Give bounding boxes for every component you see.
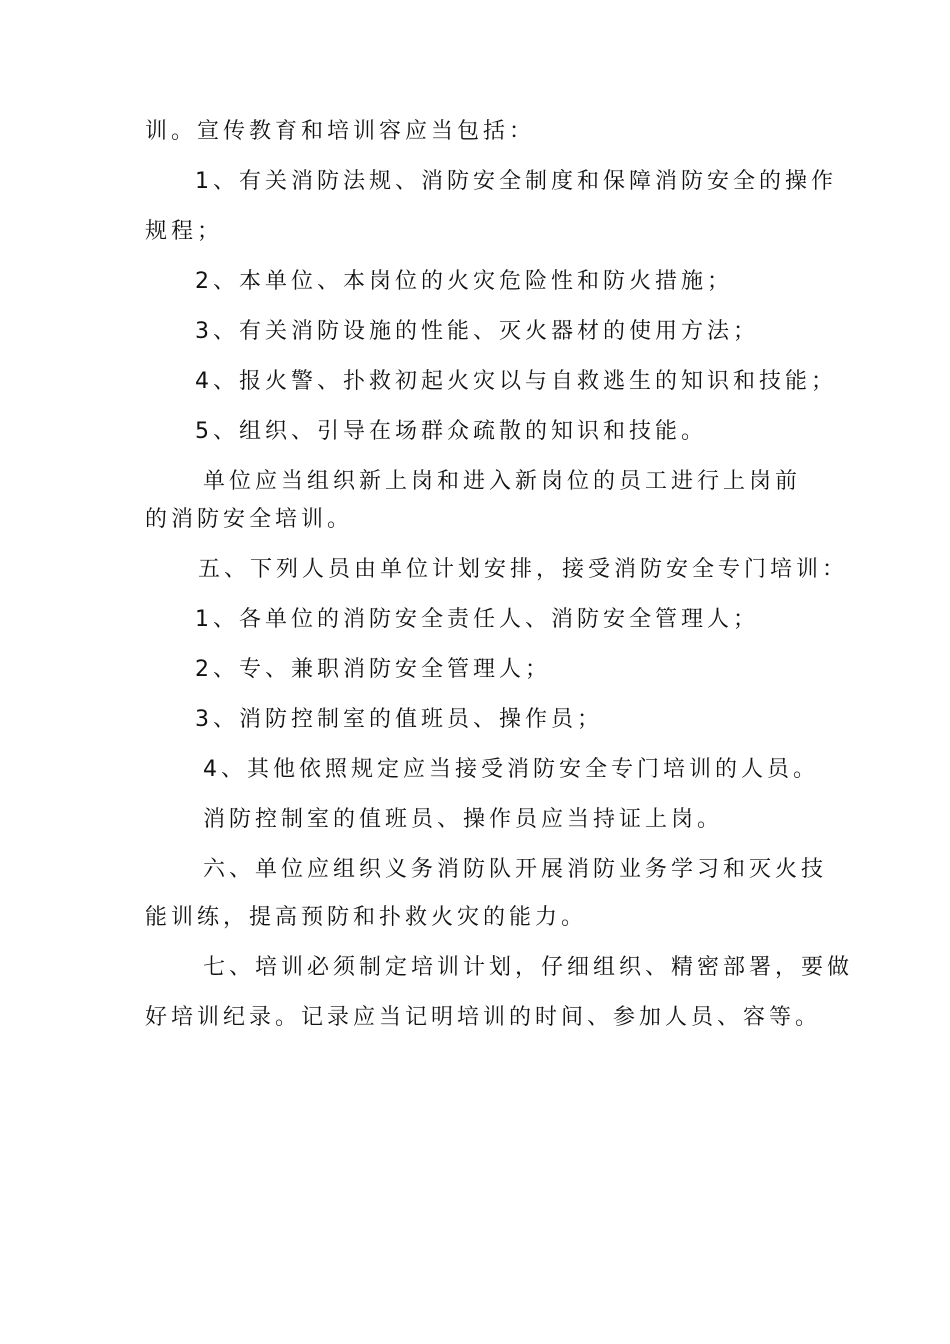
text-line: 1、各单位的消防安全责任人、消防安全管理人； bbox=[195, 607, 759, 632]
text-line: 能训练，提高预防和扑救火灾的能力。 bbox=[145, 905, 588, 930]
text-line: 3、有关消防设施的性能、灭火器材的使用方法； bbox=[195, 319, 759, 344]
text-line: 单位应当组织新上岗和进入新岗位的员工进行上岗前 bbox=[203, 469, 802, 494]
text-line: 消防控制室的值班员、操作员应当持证上岗。 bbox=[203, 807, 724, 832]
text-line: 的消防安全培训。 bbox=[145, 507, 354, 532]
text-line: 3、消防控制室的值班员、操作员； bbox=[195, 707, 603, 732]
text-line: 2、本单位、本岗位的火灾危险性和防火措施； bbox=[195, 269, 733, 294]
text-line: 五、下列人员由单位计划安排，接受消防安全专门培训： bbox=[198, 557, 849, 582]
text-line: 六、单位应组织义务消防队开展消防业务学习和灭火技 bbox=[203, 857, 828, 882]
text-line: 好培训纪录。记录应当记明培训的时间、参加人员、容等。 bbox=[145, 1005, 822, 1030]
text-line: 规程； bbox=[145, 219, 224, 244]
text-line: 5、组织、引导在场群众疏散的知识和技能。 bbox=[195, 419, 707, 444]
text-line: 1、有关消防法规、消防安全制度和保障消防安全的操作 bbox=[195, 169, 837, 194]
text-line: 4、其他依照规定应当接受消防安全专门培训的人员。 bbox=[203, 757, 819, 782]
text-line: 2、专、兼职消防安全管理人； bbox=[195, 657, 551, 682]
text-line: 4、报火警、扑救初起火灾以与自救逃生的知识和技能； bbox=[195, 369, 837, 394]
text-line: 七、培训必须制定培训计划，仔细组织、精密部署，要做 bbox=[203, 955, 854, 980]
text-line: 训。宣传教育和培训容应当包括： bbox=[145, 119, 536, 144]
